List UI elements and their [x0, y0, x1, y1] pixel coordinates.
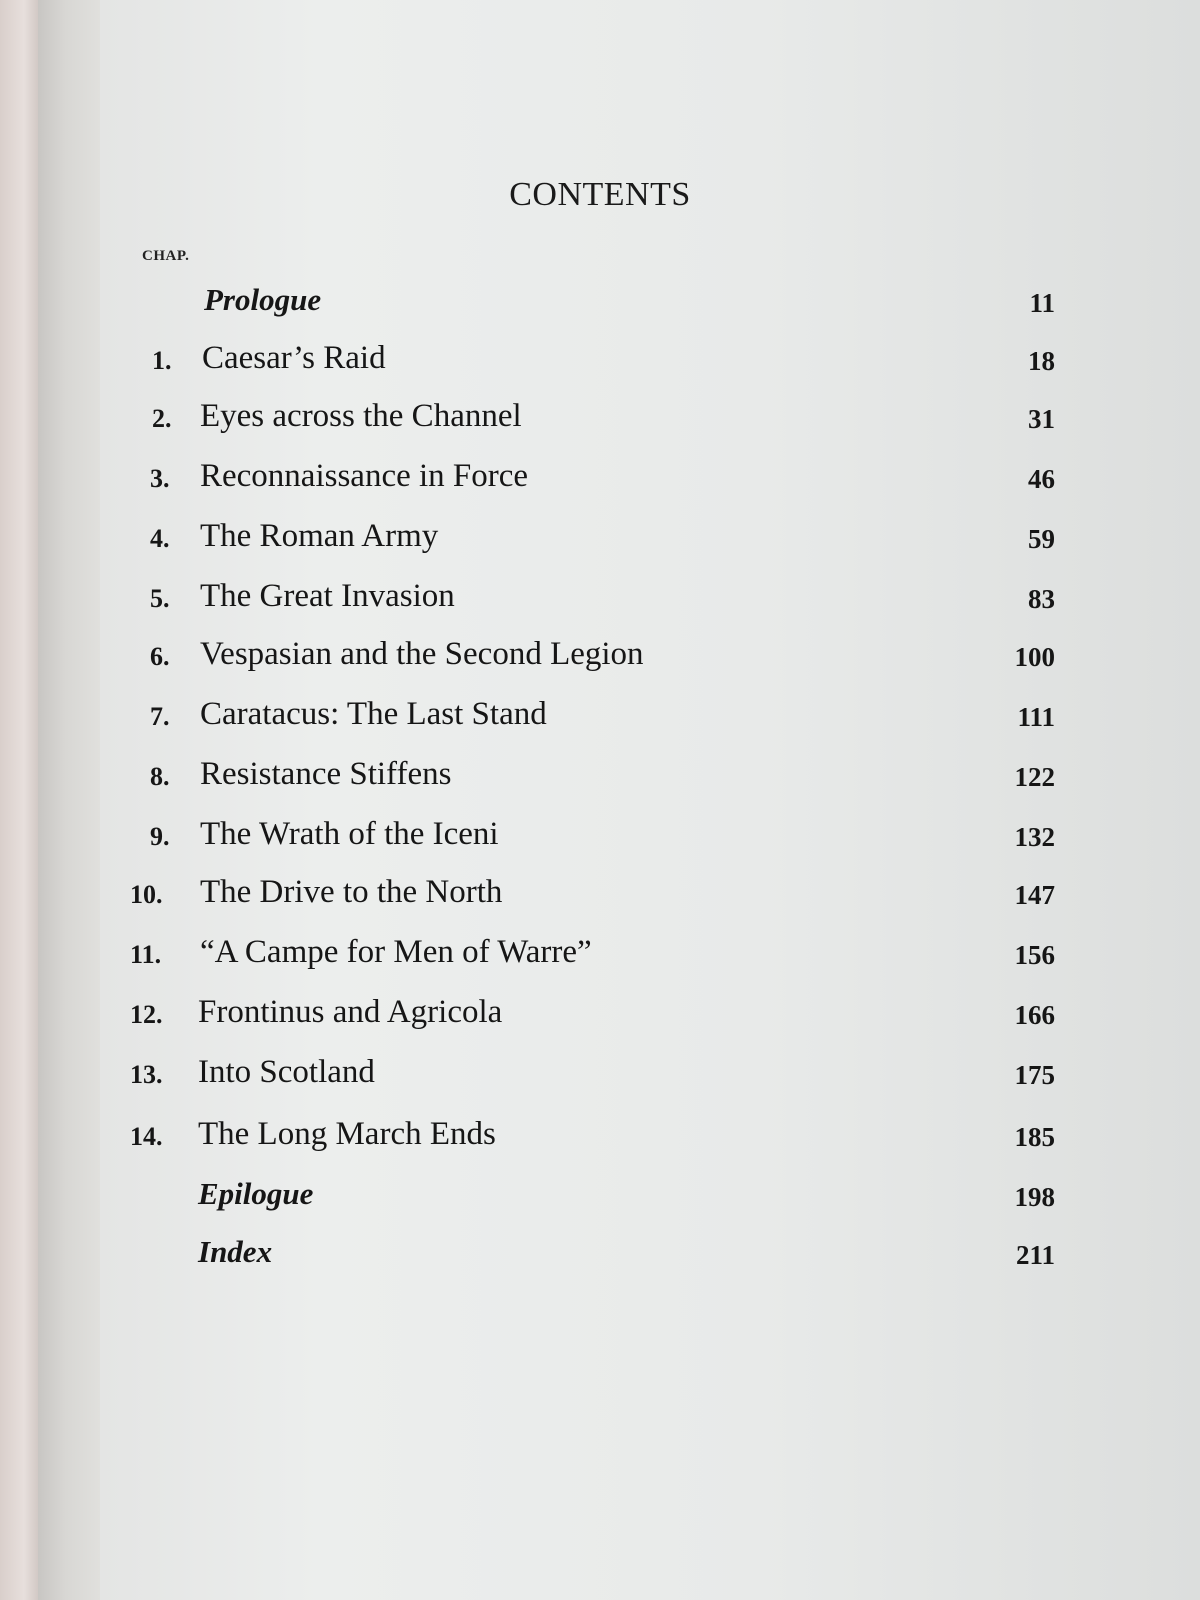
- page-number: 166: [1014, 1000, 1055, 1030]
- chapter-title: Frontinus and Agricola: [198, 994, 503, 1030]
- chapter-title: Into Scotland: [198, 1054, 375, 1090]
- page-number: 198: [1014, 1182, 1055, 1212]
- chapter-number: 12.: [130, 1000, 163, 1029]
- page-number: 156: [1014, 940, 1055, 970]
- chapter-title: The Wrath of the Iceni: [200, 816, 499, 852]
- page-number: 211: [1015, 1240, 1055, 1270]
- page-number: 147: [1014, 880, 1055, 910]
- chapter-number: 3.: [150, 464, 170, 493]
- chapter-title: Prologue: [204, 282, 322, 317]
- page-number: 111: [1017, 702, 1055, 732]
- toc-entry: [100, 458, 1100, 502]
- chapter-title: The Roman Army: [200, 518, 439, 554]
- page-number: 122: [1014, 762, 1055, 792]
- chapter-title: Reconnaissance in Force: [200, 458, 529, 494]
- table-surface: [0, 0, 40, 1600]
- chapter-title: The Long March Ends: [198, 1116, 496, 1152]
- chap-label: CHAP.: [142, 248, 190, 264]
- chapter-number: 14.: [130, 1122, 163, 1151]
- toc-entry: [100, 934, 1100, 978]
- toc-entry: [100, 1054, 1100, 1098]
- chapter-title: Caratacus: The Last Stand: [200, 696, 547, 732]
- page-number: 59: [1028, 524, 1055, 554]
- toc-entry: [100, 756, 1100, 800]
- chapter-number: 7.: [150, 702, 170, 731]
- toc-entry: [100, 340, 1100, 384]
- toc-entry: [100, 874, 1100, 918]
- toc-entry: [100, 994, 1100, 1038]
- chapter-number: 1.: [152, 346, 172, 375]
- toc-entry: [100, 816, 1100, 860]
- chapter-number: 5.: [150, 584, 170, 613]
- chapter-title: Eyes across the Channel: [200, 398, 522, 434]
- page-number: 46: [1028, 464, 1055, 494]
- page-number: 31: [1028, 404, 1055, 434]
- chapter-number: 11.: [130, 940, 162, 969]
- chapter-title: Caesar’s Raid: [202, 340, 386, 376]
- contents-heading: CONTENTS: [509, 176, 691, 213]
- chapter-title: Index: [198, 1234, 273, 1269]
- page-number: 83: [1028, 584, 1055, 614]
- page-number: 185: [1014, 1122, 1055, 1152]
- toc-entry: [100, 636, 1100, 680]
- chapter-number: 8.: [150, 762, 170, 791]
- chapter-title: The Great Invasion: [200, 578, 455, 614]
- chapter-number: 13.: [130, 1060, 163, 1089]
- toc-list: [100, 0, 1200, 1600]
- page-number: 11: [1029, 288, 1055, 318]
- page-edge: [38, 0, 108, 1600]
- chapter-title: The Drive to the North: [200, 874, 503, 910]
- toc-entry: [100, 398, 1100, 442]
- toc-entry: [100, 1116, 1100, 1160]
- chapter-number: 4.: [150, 524, 170, 553]
- toc-entry: [100, 696, 1100, 740]
- book-page: [100, 0, 1200, 1600]
- chapter-number: 6.: [150, 642, 170, 671]
- toc-entry: [100, 282, 1100, 326]
- page-number: 100: [1014, 642, 1055, 672]
- page-number: 18: [1028, 346, 1055, 376]
- chapter-title: “A Campe for Men of Warre”: [200, 934, 592, 970]
- toc-entry: [100, 578, 1100, 622]
- chapter-number: 9.: [150, 822, 170, 851]
- chapter-number: 10.: [130, 880, 163, 909]
- chapter-title: Resistance Stiffens: [200, 756, 452, 792]
- toc-entry: [100, 1234, 1100, 1278]
- toc-entry: [100, 518, 1100, 562]
- page-number: 132: [1014, 822, 1055, 852]
- toc-entry: [100, 1176, 1100, 1220]
- page-number: 175: [1014, 1060, 1055, 1090]
- chapter-title: Vespasian and the Second Legion: [200, 636, 644, 672]
- chapter-number: 2.: [152, 404, 172, 433]
- chapter-title: Epilogue: [198, 1176, 314, 1211]
